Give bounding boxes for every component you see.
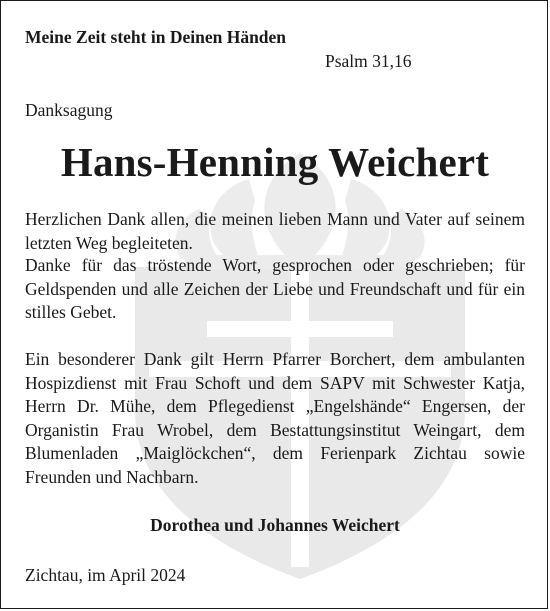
psalm-reference: Psalm 31,16 xyxy=(325,51,412,71)
danksagung-label: Danksagung xyxy=(25,100,113,120)
deceased-name: Hans-Henning Weichert xyxy=(60,139,490,185)
thanks-paragraph-3: Ein besonderer Dank gilt Herrn Pfarrer Borchert, dem ambulanten Hospizdienst mit Frau Schoft und dem SAPV mit Schwester Katja, Herrn Dr. Mühe, dem Pflegedienst „Engelshände“ Engersen, der Organistin Frau Wrobel, dem Bestattungsinstitut Weingart, dem Blumenladen „Maiglöckchen“, dem Ferienpark Zichtau sowie Freunden und Nachbarn. xyxy=(25,349,525,487)
place-date: Zichtau, im April 2024 xyxy=(25,565,186,585)
thanks-paragraph-2: Danke für das tröstende Wort, gesprochen oder geschrieben; für Geldspenden und alle Zeichen der Liebe und Freundschaft und für ein stilles Gebet. xyxy=(25,255,525,322)
signers: Dorothea und Johannes Weichert xyxy=(150,515,400,535)
motto-text: Meine Zeit steht in Deinen Händen xyxy=(25,27,287,47)
thanks-paragraph-1: Herzlichen Dank allen, die meinen lieben Mann und Vater auf seinem letzten Weg begleiteten. xyxy=(25,209,525,253)
